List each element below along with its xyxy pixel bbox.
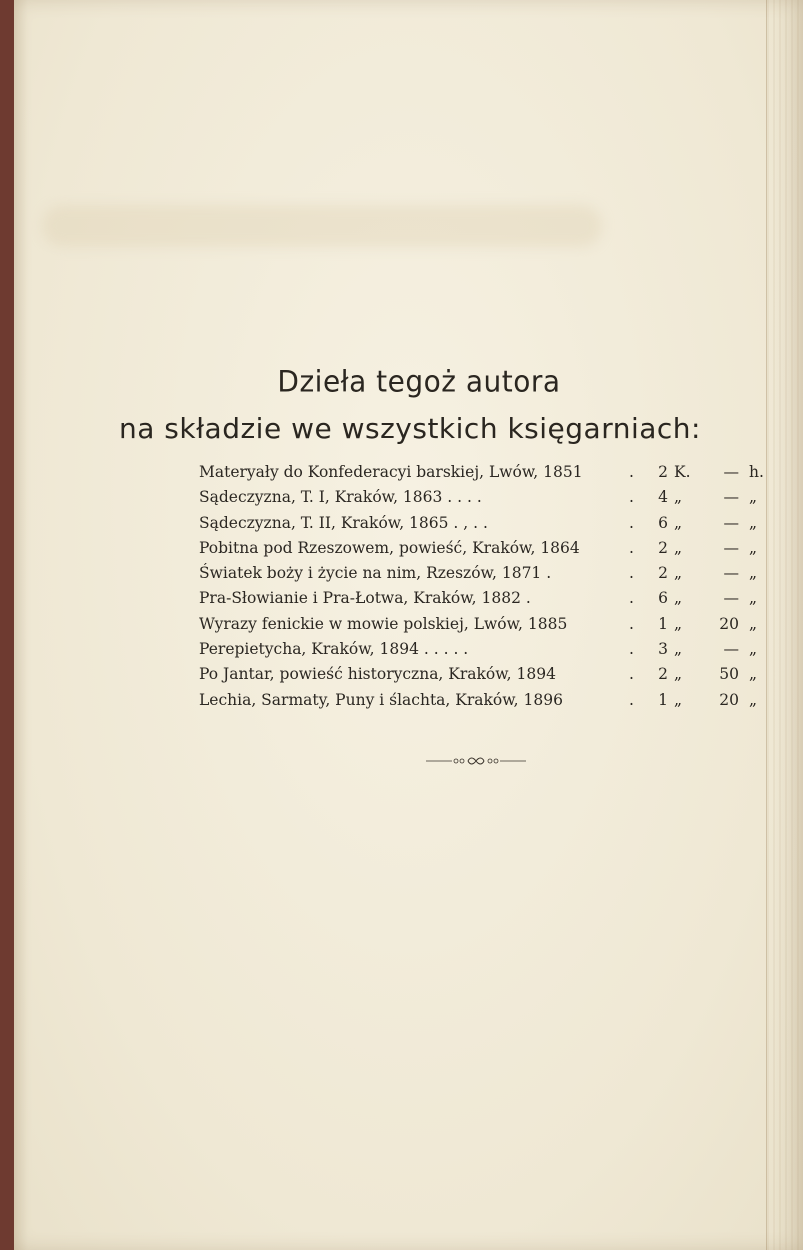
price-heller: —: [723, 589, 739, 608]
work-title: Pra-Słowianie i Pra-Łotwa, Kraków, 1882 .: [199, 589, 531, 608]
kronen-unit: „: [674, 614, 683, 633]
list-item: [199, 561, 779, 586]
price-heller: —: [723, 463, 739, 481]
kronen-unit: „: [674, 589, 683, 608]
price-heller: —: [723, 640, 739, 659]
kronen-unit: „: [674, 538, 683, 557]
work-leader: .: [629, 640, 634, 659]
price-heller: —: [723, 513, 739, 532]
heller-unit: „: [749, 513, 758, 532]
list-item: [199, 586, 779, 611]
price-kronen: 4: [658, 488, 668, 507]
work-title: Pobitna pod Rzeszowem, powieść, Kraków, 1864: [199, 538, 580, 557]
work-leader: .: [629, 538, 634, 557]
price-kronen: 6: [658, 589, 668, 608]
work-leader: .: [629, 564, 634, 583]
work-leader: .: [629, 463, 634, 481]
price-kronen: 6: [658, 513, 668, 532]
heller-unit: „: [749, 665, 758, 684]
price-heller: 50: [719, 665, 739, 684]
work-leader: .: [629, 665, 634, 684]
price-kronen: 3: [658, 640, 668, 659]
price-heller: —: [723, 538, 739, 557]
price-kronen: 1: [658, 690, 668, 709]
kronen-unit: „: [674, 564, 683, 583]
works-list: [199, 460, 779, 713]
work-leader: .: [629, 488, 634, 507]
heller-unit: „: [749, 538, 758, 557]
kronen-unit: „: [674, 513, 683, 532]
price-kronen: 2: [658, 564, 668, 583]
heller-unit: „: [749, 690, 758, 709]
price-heller: —: [723, 564, 739, 583]
kronen-unit: K.: [674, 463, 691, 481]
kronen-unit: „: [674, 640, 683, 659]
kronen-unit: „: [674, 665, 683, 684]
price-kronen: 2: [658, 463, 668, 481]
price-heller: 20: [719, 614, 739, 633]
paper-stain: [42, 205, 602, 247]
price-kronen: 2: [658, 665, 668, 684]
work-title: Wyrazy fenickie w mowie polskiej, Lwów, 1885: [199, 614, 568, 633]
price-kronen: 2: [658, 538, 668, 557]
work-leader: .: [629, 513, 634, 532]
work-title: Perepietycha, Kraków, 1894 . . . . .: [199, 640, 469, 659]
work-leader: .: [629, 589, 634, 608]
work-leader: .: [629, 614, 634, 633]
heller-unit: „: [749, 589, 758, 608]
heller-unit: h.: [749, 463, 764, 481]
list-item: [199, 637, 779, 662]
price-kronen: 1: [658, 614, 668, 633]
kronen-unit: „: [674, 488, 683, 507]
heller-unit: „: [749, 488, 758, 507]
book-page: [14, 0, 803, 1250]
heading-line-1: Dzieła tegoż autora: [277, 364, 561, 399]
price-heller: 20: [719, 690, 739, 709]
list-item: [199, 688, 779, 713]
list-item: [199, 460, 779, 485]
list-item: [199, 485, 779, 510]
list-item: [199, 511, 779, 536]
heller-unit: „: [749, 614, 758, 633]
list-item: [199, 536, 779, 561]
work-leader: .: [629, 690, 634, 709]
work-title: Materyały do Konfederacyi barskiej, Lwów, 1851: [199, 463, 583, 481]
heller-unit: „: [749, 640, 758, 659]
heading-line-2: na składzie we wszystkich księgarniach:: [118, 412, 701, 445]
work-title: Po Jantar, powieść historyczna, Kraków, 1894: [199, 665, 556, 684]
price-heller: —: [723, 488, 739, 507]
work-title: Światek boży i życie na nim, Rzeszów, 1871 .: [199, 564, 552, 583]
list-item: [199, 662, 779, 687]
work-title: Sądeczyzna, T. II, Kraków, 1865 . , . .: [199, 513, 488, 532]
heller-unit: „: [749, 564, 758, 583]
work-title: Sądeczyzna, T. I, Kraków, 1863 . . . .: [199, 488, 482, 507]
ornamental-rule-icon: [426, 754, 526, 768]
kronen-unit: „: [674, 690, 683, 709]
list-item: [199, 612, 779, 637]
work-title: Lechia, Sarmaty, Puny i ślachta, Kraków, 1896: [199, 690, 563, 709]
